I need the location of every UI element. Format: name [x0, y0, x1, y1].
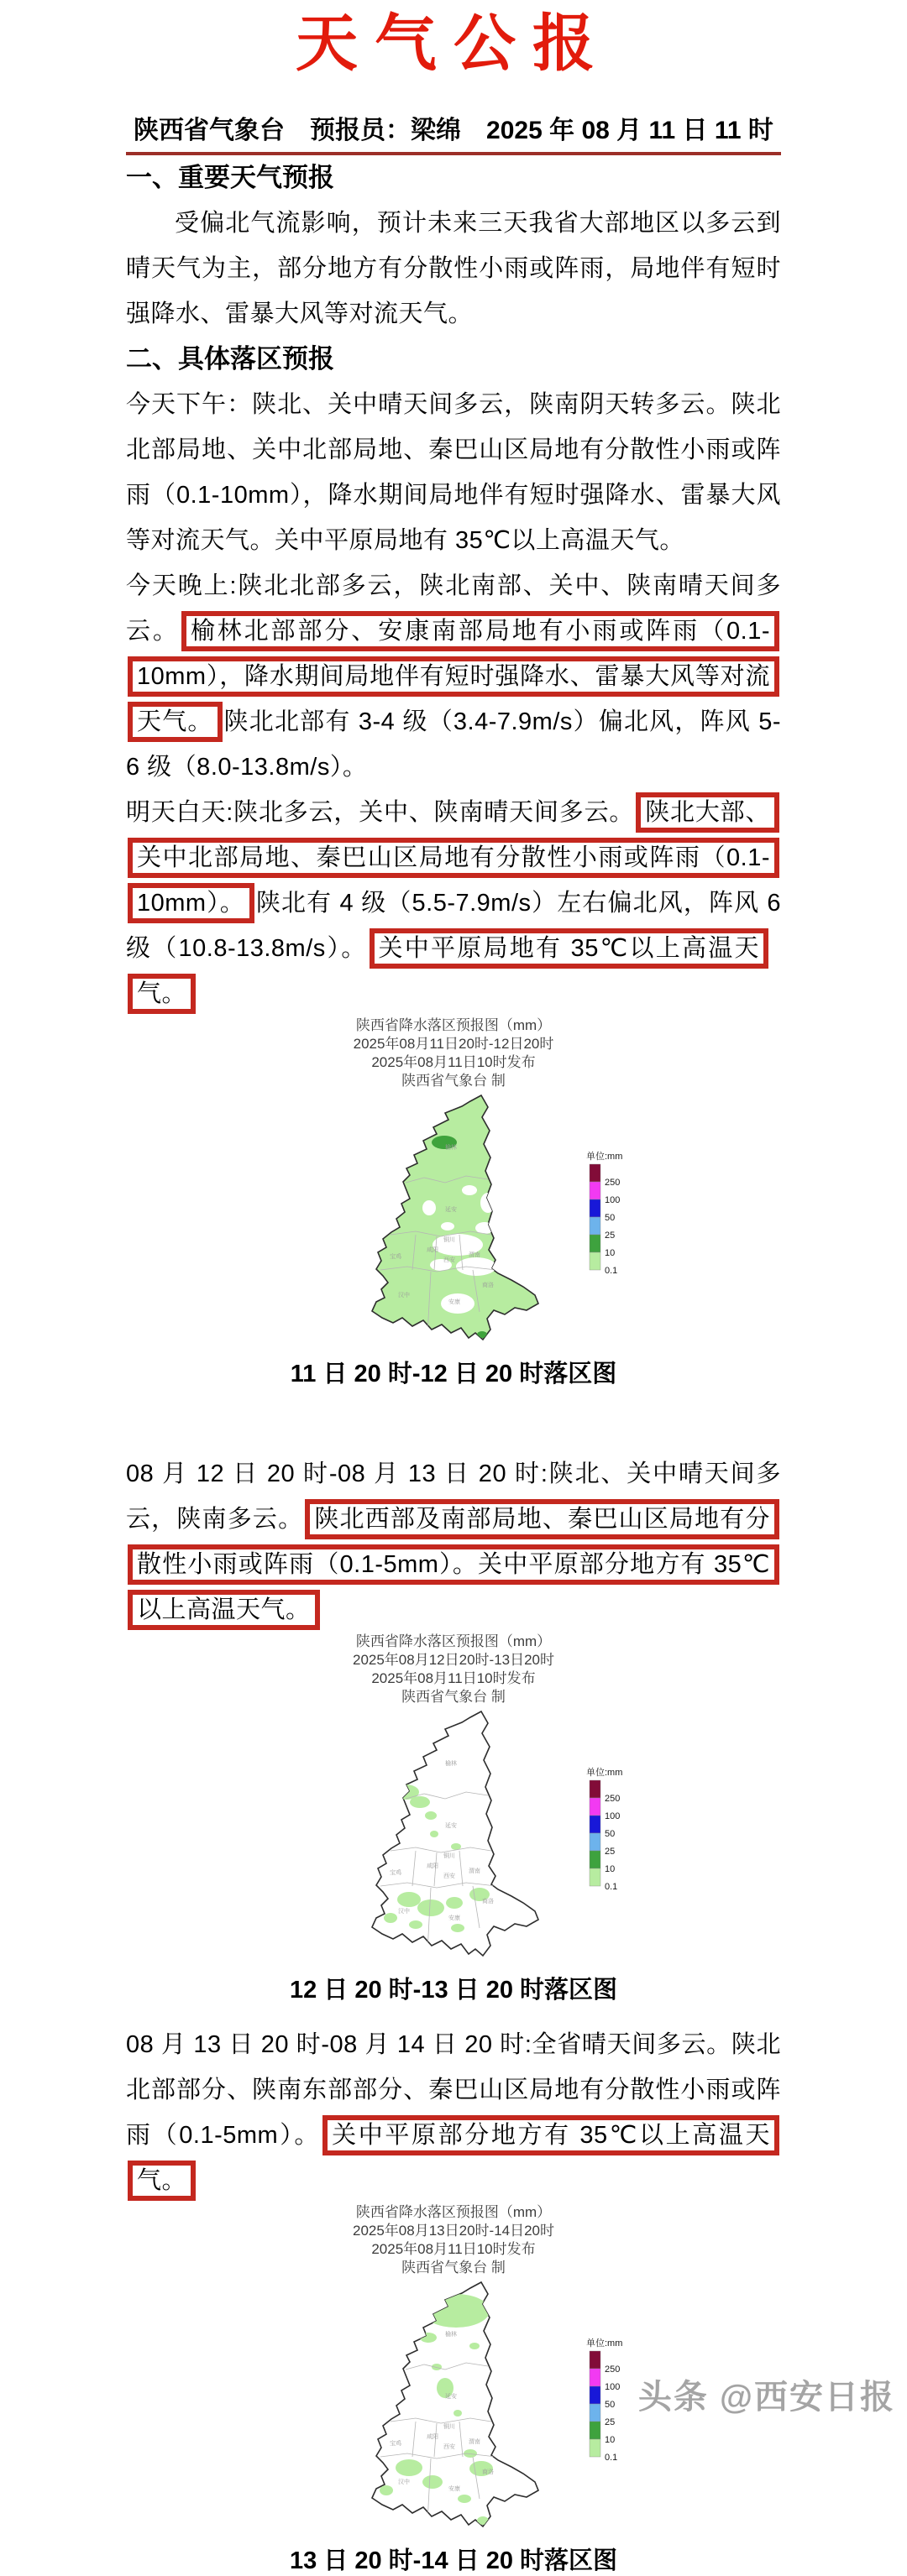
text-segment: 今天晚上:陕北北部多云，陕北南部、关中、陕南晴天间多云。 [126, 572, 781, 645]
legend-tick-label: 250 [605, 1793, 621, 1804]
legend-tick-label: 0.1 [605, 1881, 618, 1892]
legend-color-swatch [590, 1182, 600, 1199]
map-title-line: 陕西省降水落区预报图（mm） [355, 1016, 552, 1033]
rain-area-blob [380, 2485, 393, 2495]
legend-color-swatch [590, 1252, 600, 1270]
map-caption-2: 12 日 20 时-13 日 20 时落区图 [289, 1976, 618, 2004]
city-label: 延安 [445, 2393, 457, 2400]
city-label: 安康 [448, 2485, 460, 2492]
map-title-line: 2025年08月13日20时-14日20时 [352, 2222, 555, 2239]
city-label: 咸阳 [427, 1863, 438, 1869]
rain-area-blob [469, 2343, 480, 2349]
legend-color-swatch [590, 1199, 600, 1217]
rain-area-blob [409, 1920, 422, 1929]
map-title-line: 2025年08月11日10时发布 [371, 1669, 536, 1686]
legend-color-swatch [590, 1164, 600, 1182]
rain-area-blob [462, 1185, 477, 1195]
city-label: 咸阳 [427, 2433, 438, 2440]
legend-color-swatch [590, 2439, 600, 2457]
city-label: 渭南 [469, 2438, 480, 2445]
legend-color-swatch [590, 1798, 600, 1816]
rain-area-blob [425, 1811, 437, 1820]
legend-tick-label: 50 [605, 2399, 616, 2410]
legend-tick-label: 10 [605, 2434, 616, 2445]
city-label: 榆林 [445, 1144, 457, 1151]
legend-color-swatch [590, 1217, 600, 1235]
rain-area-blob [396, 2459, 422, 2476]
city-label: 商洛 [482, 2469, 494, 2475]
city-label: 宝鸡 [390, 1253, 401, 1260]
city-label: 西安 [443, 2443, 455, 2450]
text-segment: 08 月 12 日 20 时-08 月 13 日 20 时:陕北、关中晴天间多云，陕南多云。 [126, 1460, 781, 1533]
city-label: 安康 [448, 1298, 460, 1305]
map-title-block-2 [126, 1633, 781, 1706]
map-title-line: 陕西省气象台 制 [401, 2259, 506, 2276]
section-heading-important-forecast: 一、重要天气预报 [126, 162, 334, 192]
legend-color-swatch [590, 2351, 600, 2369]
city-label: 咸阳 [427, 1246, 438, 1253]
map-title-line: 2025年08月11日10时发布 [371, 2240, 536, 2257]
rain-area-blob [458, 2495, 471, 2503]
city-label: 西安 [443, 1257, 455, 1263]
text-segment: 受偏北气流影响，预计未来三天我省大部地区以多云到晴天气为主，部分地方有分散性小雨或阵雨，局地伴有短时强降水、雷暴大风等对流天气。 [126, 209, 781, 327]
legend-color-swatch [590, 2404, 600, 2422]
rain-area-blob [422, 2475, 443, 2489]
legend-color-swatch [590, 1780, 600, 1798]
precip-map-1 [218, 1090, 689, 1351]
text-segment: 陕北有 4 级（5.5-7.9m/s）左右偏北风，阵风 6 级（10.8-13.8m/s）。 [126, 889, 781, 962]
forecast-paragraph-aug13 [126, 2022, 781, 2203]
map-title-line: 2025年08月11日20时-12日20时 [353, 1035, 554, 1052]
legend-color-swatch [590, 2422, 600, 2439]
city-label: 汉中 [398, 2479, 410, 2485]
forecast-paragraph-tomorrow-day [126, 790, 781, 1016]
rain-area-blob [446, 1897, 463, 1909]
legend-color-swatch [590, 1816, 600, 1833]
text-segment: 今天下午：陕北、关中晴天间多云，陕南阴天转多云。陕北北部局地、关中北部局地、秦巴山区局地有分散性小雨或阵雨（0.1-10mm），降水期间局地伴有短时强降水、雷暴大风等对流天气。关中平原局地有 35℃以上高温天气。 [126, 390, 781, 554]
legend-color-swatch [590, 1851, 600, 1868]
highlight-box: 陕北西部及南部局地、秦巴山区局地有分散性小雨或阵雨（0.1-5mm）。关中平原部分地方有 35℃以上高温天气。 [128, 1499, 779, 1630]
legend-tick-label: 100 [605, 2381, 621, 2392]
legend-unit-label: 单位:mm [586, 1151, 623, 1162]
city-label: 宝鸡 [390, 1869, 401, 1876]
legend-tick-label: 25 [605, 2417, 616, 2427]
forecast-paragraph-aug12 [126, 1451, 781, 1633]
legend-color-swatch [590, 1868, 600, 1886]
city-label: 榆林 [445, 2331, 457, 2338]
highlight-box: 榆林北部部分、安康南部局地有小雨或阵雨（0.1-10mm），降水期间局地伴有短时强降水、雷暴大风等对流天气。 [128, 611, 779, 742]
map-title-block-3 [126, 2203, 781, 2277]
rain-area-blob [384, 1913, 397, 1923]
rain-area-blob [410, 1796, 430, 1808]
legend-tick-label: 100 [605, 1811, 621, 1821]
city-label: 铜川 [443, 1236, 455, 1243]
legend-tick-label: 25 [605, 1230, 616, 1241]
map-title-line: 2025年08月12日20时-13日20时 [352, 1651, 555, 1668]
city-label: 汉中 [398, 1292, 410, 1298]
rain-area-blob [430, 1831, 438, 1837]
map-title-line: 陕西省降水落区预报图（mm） [355, 2203, 552, 2220]
doc-title: 天气公报 [296, 8, 611, 78]
text-segment: 明天白天:陕北多云，关中、陕南晴天间多云。 [126, 798, 635, 826]
map-title-line: 陕西省降水落区预报图（mm） [355, 1633, 552, 1649]
map-title-block-1 [126, 1016, 781, 1090]
rain-area-blob [422, 1200, 436, 1215]
forecast-paragraph-intro [126, 201, 781, 337]
watermark-toutiao-xian-daily: 头条 @西安日报 [637, 2379, 895, 2416]
legend-tick-label: 0.1 [605, 1265, 618, 1276]
city-label: 汉中 [398, 1908, 410, 1915]
city-label: 宝鸡 [390, 2440, 401, 2447]
city-label: 安康 [448, 1915, 460, 1921]
map-title-line: 陕西省气象台 制 [401, 1688, 506, 1705]
legend-tick-label: 50 [605, 1212, 616, 1223]
section-heading-detailed-forecast: 二、具体落区预报 [126, 343, 334, 374]
legend-color-swatch [590, 1833, 600, 1851]
doc-subtitle: 陕西省气象台 预报员：梁绵 2025 年 08 月 11 日 11 时 [134, 116, 773, 144]
rain-area-blob [451, 1924, 464, 1932]
precip-map-figure-1 [126, 1016, 781, 1389]
precip-map-3 [218, 2277, 689, 2537]
legend-color-swatch [590, 2386, 600, 2404]
legend-tick-label: 10 [605, 1247, 616, 1258]
rain-area-blob [475, 1222, 494, 1234]
rain-area-blob [454, 2410, 462, 2417]
rain-area-blob [480, 1193, 495, 1213]
forecast-paragraph-tonight [126, 563, 781, 790]
highlight-box: 关中平原部分地方有 35℃以上高温天气。 [128, 2115, 779, 2201]
precip-map-2 [218, 1706, 689, 1967]
rain-area-blob [397, 1892, 421, 1907]
legend-tick-label: 100 [605, 1194, 621, 1205]
text-segment: 08 月 13 日 20 时-08 月 14 日 20 时:全省晴天间多云。陕北北部部分、陕南东部部分、秦巴山区局地有分散性小雨或阵雨（0.1-5mm）。 [126, 2030, 781, 2149]
city-label: 渭南 [469, 1868, 480, 1874]
city-label: 延安 [445, 1206, 457, 1213]
city-label: 铜川 [443, 1852, 455, 1859]
text-segment: 陕北北部有 3-4 级（3.4-7.9m/s）偏北风，阵风 5-6 级（8.0-13.8m/s）。 [126, 708, 781, 781]
legend-color-swatch [590, 1235, 600, 1252]
legend-tick-label: 25 [605, 1846, 616, 1857]
legend-tick-label: 10 [605, 1863, 616, 1874]
rain-area-blob [441, 1222, 454, 1231]
map-title-line: 陕西省气象台 制 [401, 1072, 506, 1089]
highlight-box: 陕北大部、关中北部局地、秦巴山区局地有分散性小雨或阵雨（0.1-10mm）。 [128, 792, 779, 923]
legend-tick-label: 0.1 [605, 2452, 618, 2463]
legend-tick-label: 50 [605, 1828, 616, 1839]
city-label: 西安 [443, 1873, 455, 1879]
city-label: 商洛 [482, 1898, 494, 1905]
legend-unit-label: 单位:mm [586, 2338, 623, 2349]
doc-subtitle-block [126, 115, 781, 155]
legend-tick-label: 250 [605, 1177, 621, 1188]
legend-unit-label: 单位:mm [586, 1767, 623, 1778]
legend-tick-label: 250 [605, 2364, 621, 2375]
city-label: 商洛 [482, 1282, 494, 1288]
precip-map-figure-2 [126, 1633, 781, 2005]
map-caption-3: 13 日 20 时-14 日 20 时落区图 [289, 2547, 618, 2574]
highlight-box: 关中平原局地有 35℃以上高温天气。 [128, 928, 768, 1014]
map-caption-1: 11 日 20 时-12 日 20 时落区图 [290, 1360, 617, 1387]
rain-area-blob [417, 1899, 444, 1916]
city-label: 渭南 [469, 1251, 480, 1258]
city-label: 铜川 [443, 2423, 455, 2430]
legend-color-swatch [590, 2369, 600, 2386]
map-title-line: 2025年08月11日10时发布 [371, 1053, 536, 1070]
city-label: 榆林 [445, 1760, 457, 1767]
city-label: 延安 [445, 1822, 457, 1829]
forecast-paragraph-today-afternoon [126, 382, 781, 563]
